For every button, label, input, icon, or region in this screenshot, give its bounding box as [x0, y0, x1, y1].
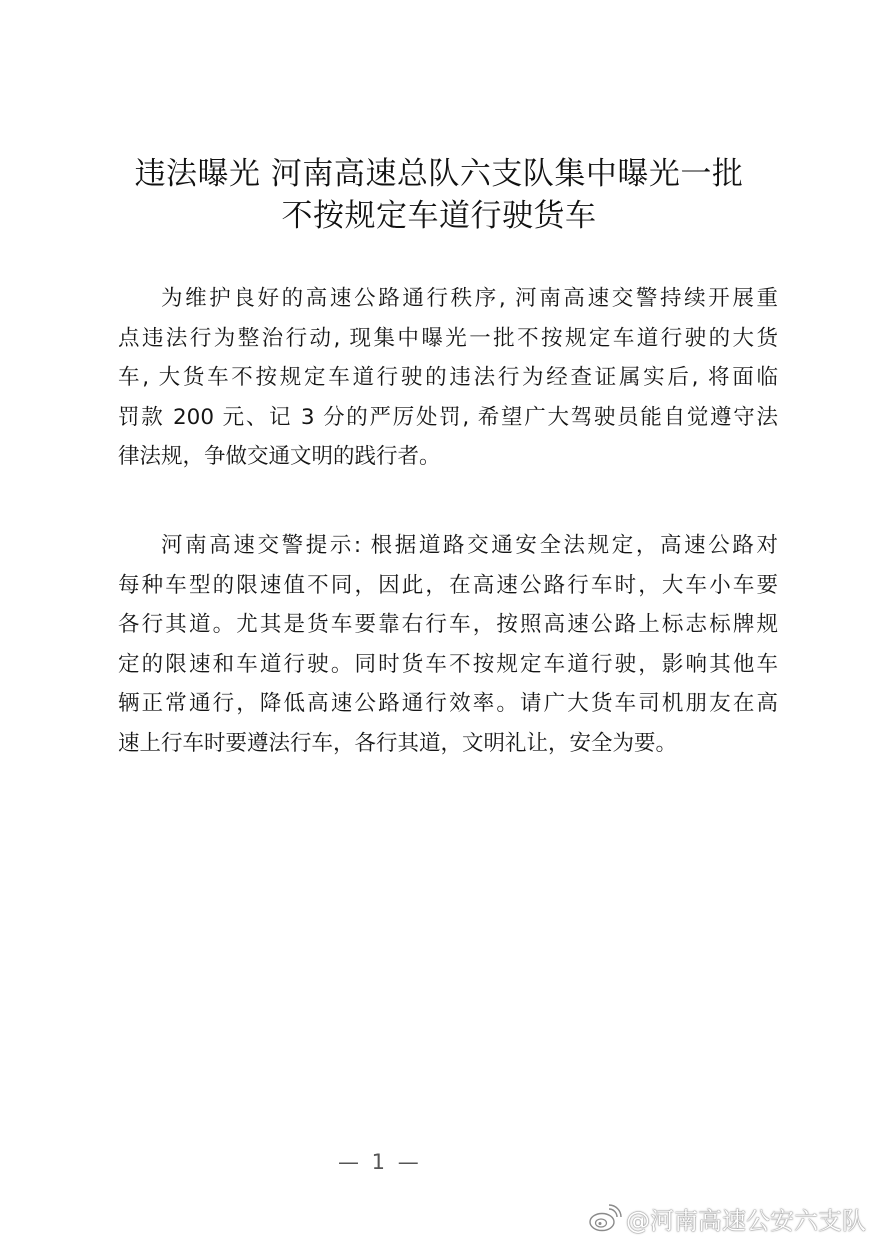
paragraph-line: 河南高速交警提示: 根据道路交通安全法规定，高速公路对: [161, 533, 778, 558]
paragraph-line: 为维护良好的高速公路通行秩序, 河南高速交警持续开展重: [161, 286, 778, 311]
paragraph-line: 罚款 200 元、记 3 分的严厉处罚, 希望广大驾驶员能自觉遵守法: [118, 404, 778, 430]
page-number: — 1 —: [338, 1150, 422, 1174]
paragraph-line: 律法规，争做交通文明的践行者。: [118, 444, 441, 469]
paragraph-violation-notice: [118, 279, 778, 477]
paragraph-line: 辆正常通行，降低高速公路通行效率。请广大货车司机朋友在高: [118, 691, 778, 716]
paragraph-line: 各行其道。尤其是货车要靠右行车，按照高速公路上标志标牌规: [118, 612, 778, 637]
paragraph-line: 速上行车时要遵法行车，各行其道，文明礼让，安全为要。: [118, 730, 678, 756]
document-title-line-1: 违法曝光 河南高速总队六支队集中曝光一批: [134, 156, 744, 192]
paragraph-line: 每种车型的限速值不同，因此，在高速公路行车时，大车小车要: [118, 572, 778, 598]
watermark-text: @河南高速公安六支队: [626, 1206, 866, 1235]
paragraph-line: 定的限速和车道行驶。同时货车不按规定车道行驶，影响其他车: [118, 651, 778, 677]
weibo-watermark: [588, 1200, 866, 1236]
weibo-icon: [588, 1203, 622, 1233]
paragraph-police-tips: [118, 526, 778, 763]
paragraph-line: 车, 大货车不按规定车道行驶的违法行为经查证属实后, 将面临: [118, 365, 778, 390]
paragraph-line: 点违法行为整治行动, 现集中曝光一批不按规定车道行驶的大货: [118, 325, 778, 351]
document-title-line-2: 不按规定车道行驶货车: [281, 198, 597, 234]
